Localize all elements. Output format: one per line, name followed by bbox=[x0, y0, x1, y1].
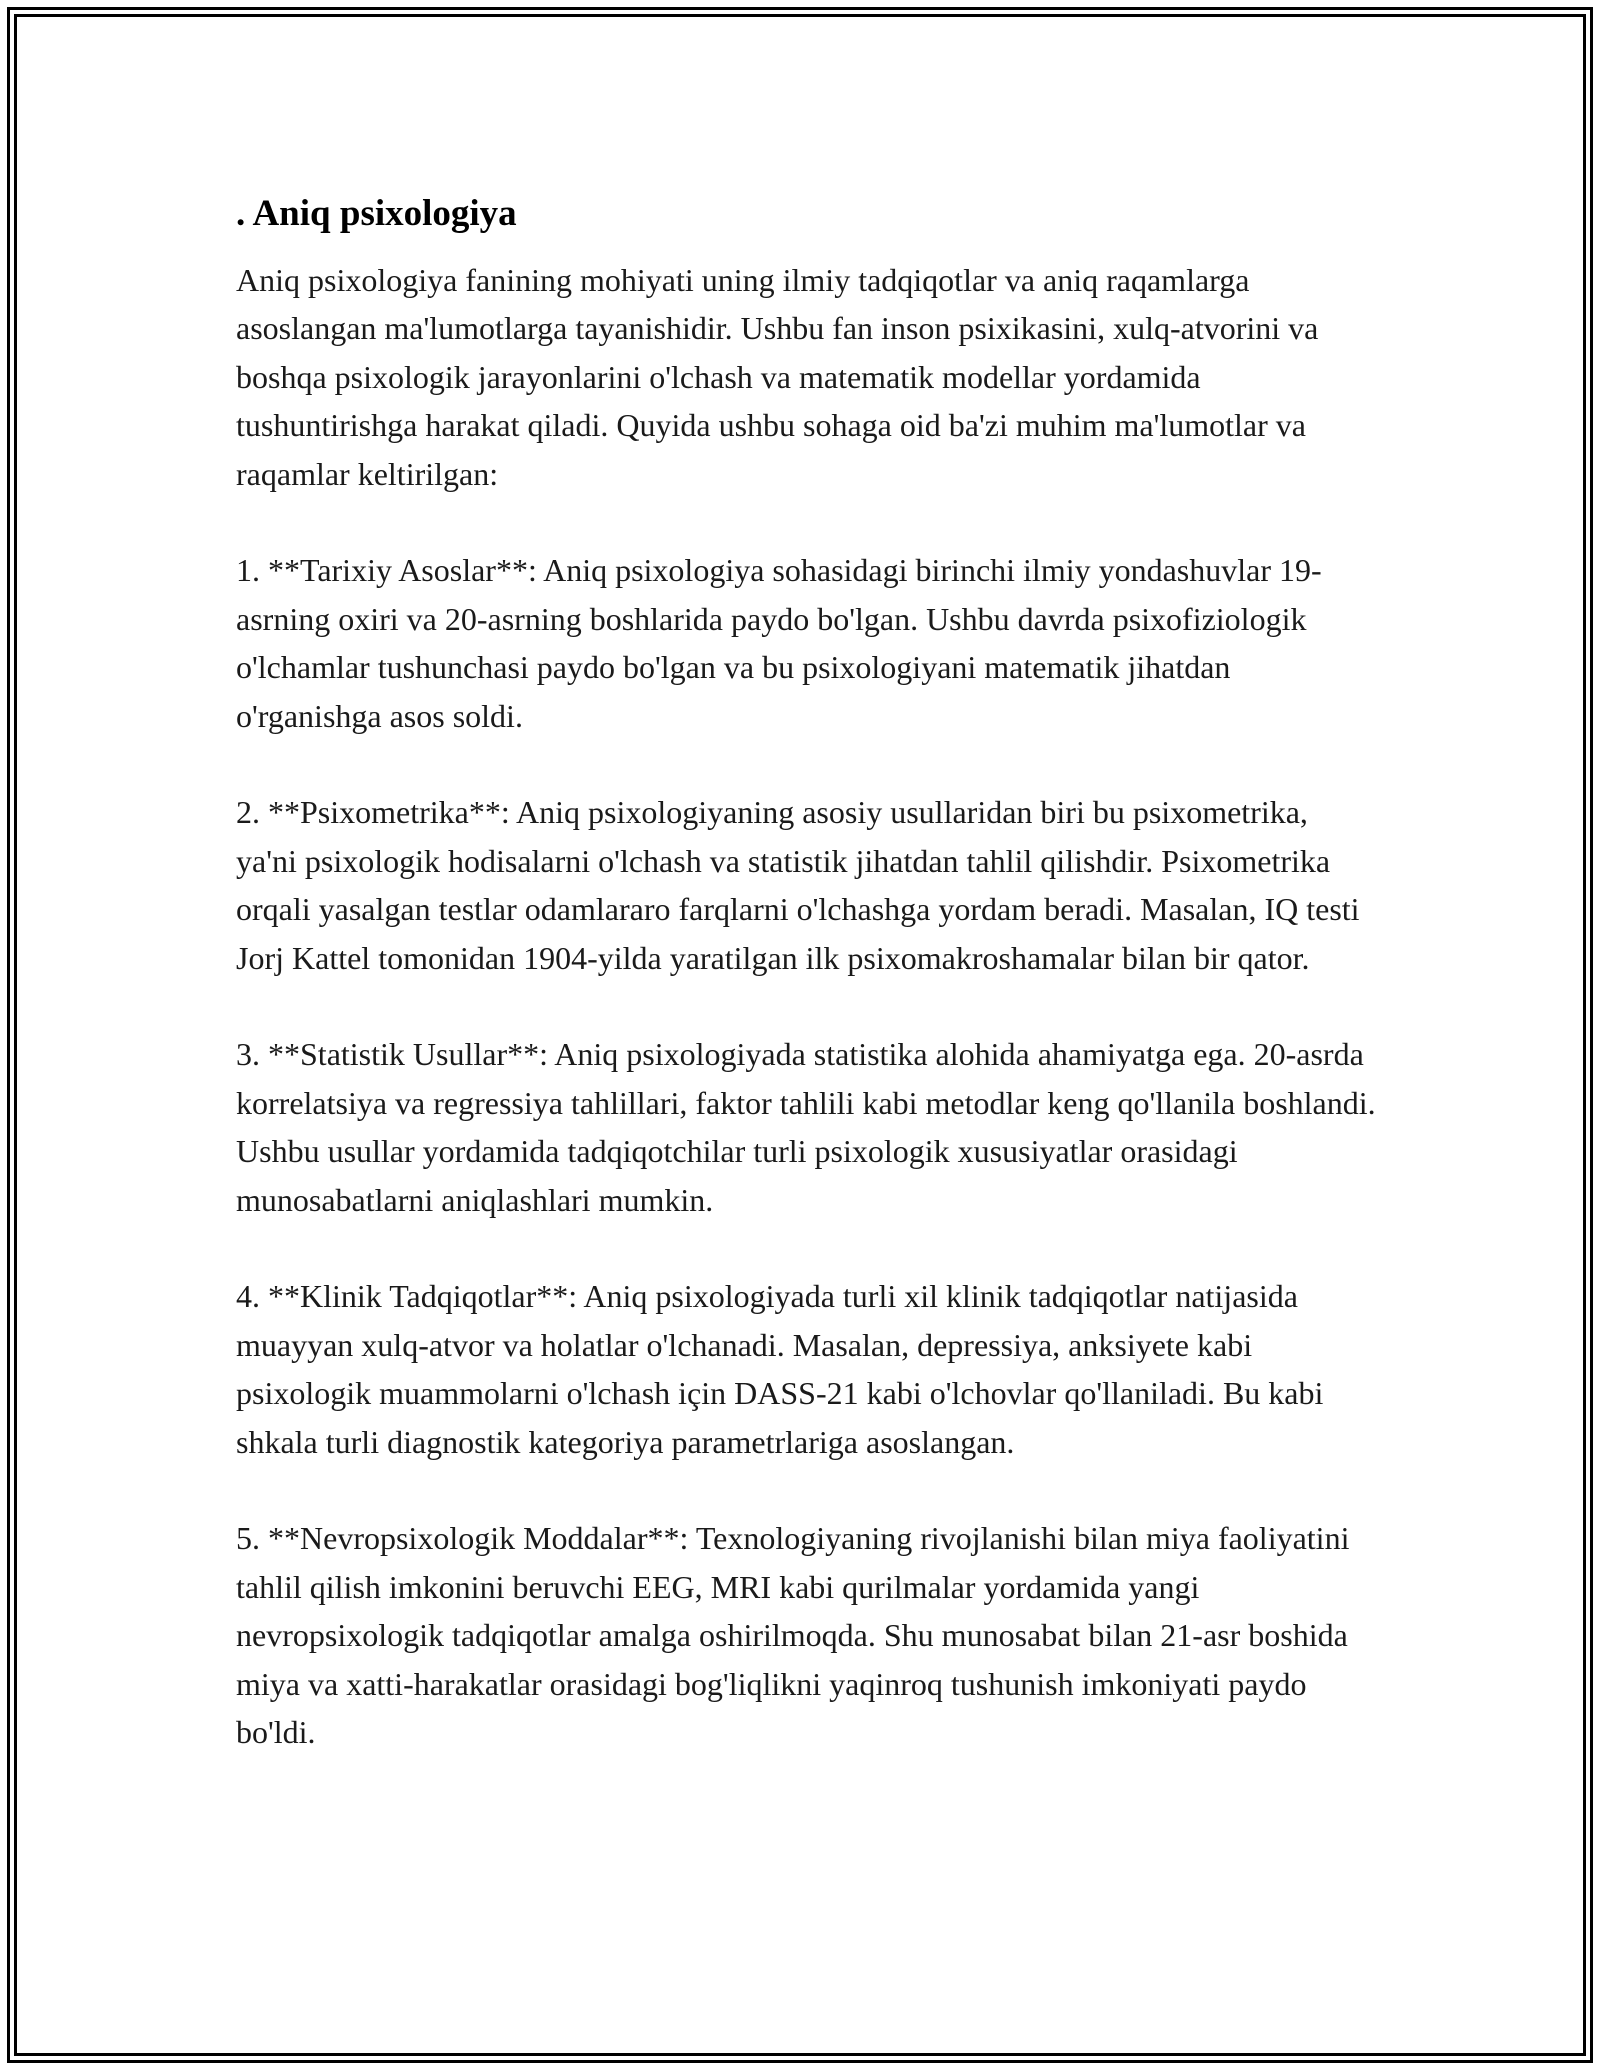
paragraph-tarixiy-asoslar: 1. **Tarixiy Asoslar**: Aniq psixologiya sohasidagi birinchi ilmiy yondashuvlar 19-asrning oxiri va 20-asrning boshlarida paydo bo'lgan. Ushbu davrda psixofiziologik o'lchamlar tushunchasi paydo bo'lgan va bu psixologiyani matematik jihatdan o'rganishga asos soldi. bbox=[236, 552, 1322, 734]
document-body bbox=[236, 186, 1376, 1805]
paragraph-nevropsixologik-moddalar: 5. **Nevropsixologik Moddalar**: Texnologiyaning rivojlanishi bilan miya faoliyatini tahlil qilish imkonini beruvchi EEG, MRI kabi qurilmalar yordamida yangi nevropsixologik tadqiqotlar amalga oshirilmoqda. Shu munosabat bilan 21-asr boshida miya va xatti-harakatlar orasidagi bog'liqlikni yaqinroq tushunish imkoniyati paydo bo'ldi. bbox=[236, 1520, 1350, 1751]
paragraph-statistik-usullar: 3. **Statistik Usullar**: Aniq psixologiyada statistika alohida ahamiyatga ega. 20-asrda korrelatsiya va regressiya tahlillari, faktor tahlili kabi metodlar keng qo'llanila boshlandi. Ushbu usullar yordamida tadqiqotchilar turli psixologik xususiyatlar orasidagi munosabatlarni aniqlashlari mumkin. bbox=[236, 1036, 1376, 1218]
paragraph-intro: Aniq psixologiya fanining mohiyati uning ilmiy tadqiqotlar va aniq raqamlarga asoslangan ma'lumotlarga tayanishidir. Ushbu fan inson psixikasini, xulq-atvorini va boshqa psixologik jarayonlarini o'lchash va matematik modellar yordamida tushuntirishga harakat qiladi. Quyida ushbu sohaga oid ba'zi muhim ma'lumotlar va raqamlar keltirilgan: bbox=[236, 262, 1319, 492]
paragraph-psixometrika: 2. **Psixometrika**: Aniq psixologiyaning asosiy usullaridan biri bu psixometrika, ya'ni psixologik hodisalarni o'lchash va statistik jihatdan tahlil qilishdir. Psixometrika orqali yasalgan testlar odamlararo farqlarni o'lchashga yordam beradi. Masalan, IQ testi Jorj Kattel tomonidan 1904-yilda yaratilgan ilk psixomakroshamalar bilan bir qator. bbox=[236, 794, 1360, 976]
paragraph-klinik-tadqiqotlar: 4. **Klinik Tadqiqotlar**: Aniq psixologiyada turli xil klinik tadqiqotlar natijasida muayyan xulq-atvor va holatlar o'lchanadi. Masalan, depressiya, anksiyete kabi psixologik muammolarni o'lchash için DASS-21 kabi o'lchovlar qo'llaniladi. Bu kabi shkala turli diagnostik kategoriya parametrlariga asoslangan. bbox=[236, 1278, 1324, 1460]
document-title: . Aniq psixologiya bbox=[236, 193, 517, 234]
